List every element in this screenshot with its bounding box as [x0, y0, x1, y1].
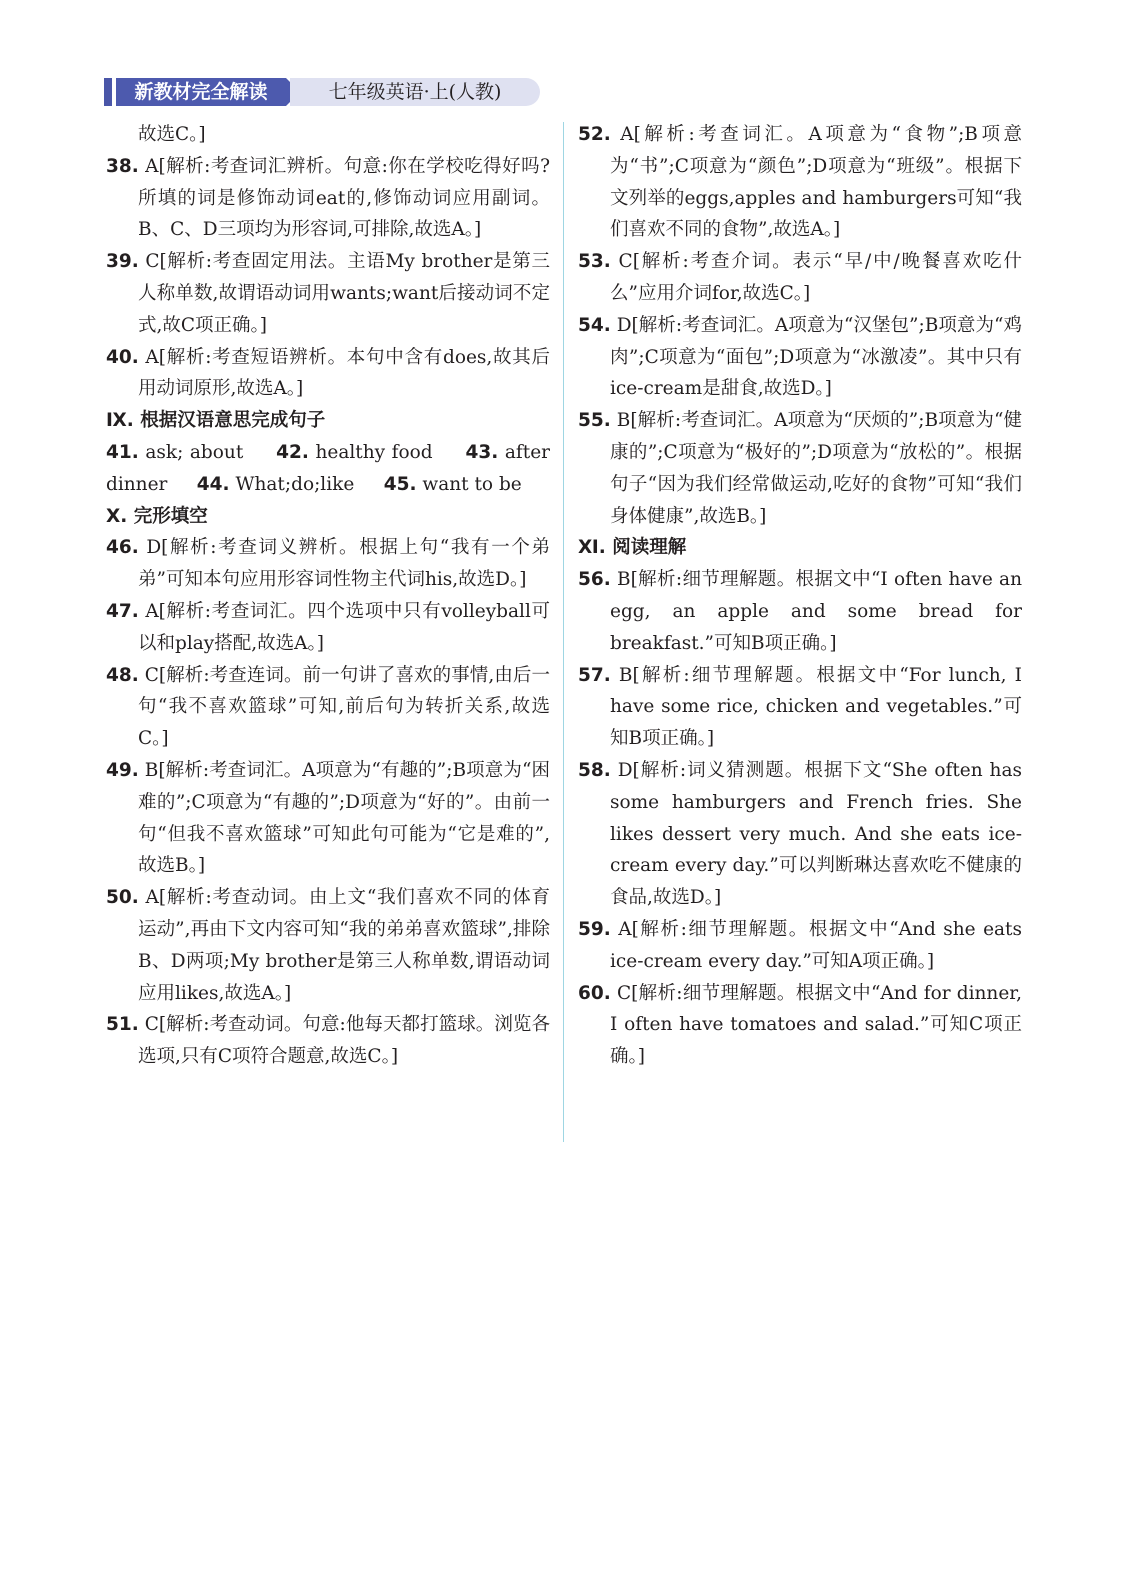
answer-number: 60.	[578, 982, 611, 1004]
answer-number: 50.	[106, 887, 139, 909]
answer-49	[106, 755, 550, 882]
answer-text: What;do;like	[235, 473, 355, 495]
answer-37-continued: 故选C。]	[138, 124, 206, 145]
answer-number: 45.	[383, 473, 417, 495]
answer-text: C[解析:考查动词。句意:他每天都打篮球。浏览各选项,只有C项符合题意,故选C。]	[138, 1014, 550, 1068]
answer-number: 38.	[106, 155, 139, 177]
answer-60	[578, 978, 1022, 1073]
answer-number: 47.	[106, 600, 139, 622]
answer-40	[106, 342, 550, 406]
header-accent-bar	[104, 78, 112, 106]
answer-text: A[解析:考查词汇。A项意为“食物”;B项意为“书”;C项意为“颜色”;D项意为“班级”。根据下文列举的eggs,apples and hamburgers可知“我们喜欢不同的食物”,故选A。]	[610, 124, 1022, 241]
answer-text: B[解析:细节理解题。根据文中“I often have an egg, an apple and some bread for breakfast.”可知B项正确。]	[610, 569, 1022, 654]
answer-number: 56.	[578, 569, 611, 591]
answer-text: D[解析:考查词义辨析。根据上句“我有一个弟弟”可知本句应用形容词性物主代词his,故选D。]	[138, 537, 550, 591]
answer-46	[106, 532, 550, 596]
answer-number: 44.	[196, 473, 230, 495]
answer-number: 52.	[578, 124, 611, 145]
answer-39	[106, 246, 550, 341]
answer-number: 58.	[578, 759, 611, 781]
answer-51	[106, 1009, 550, 1073]
answer-58	[578, 755, 1022, 914]
answer-text: want to be	[422, 473, 522, 495]
answer-47	[106, 596, 550, 660]
answer-54	[578, 310, 1022, 405]
answer-55	[578, 405, 1022, 532]
answer-number: 49.	[106, 759, 139, 781]
answer-number: 53.	[578, 251, 611, 273]
subject-title: 七年级英语·上(人教)	[290, 78, 540, 106]
section-heading-10: Ⅹ. 完形填空	[106, 505, 208, 527]
answer-57	[578, 660, 1022, 755]
answer-number: 40.	[106, 346, 139, 368]
section-heading-9: Ⅸ. 根据汉语意思完成句子	[106, 410, 326, 432]
answer-text: after dinner	[106, 441, 550, 495]
answer-38	[106, 151, 550, 246]
answer-number: 51.	[106, 1014, 139, 1036]
answer-text: B[解析:考查词汇。A项意为“有趣的”;B项意为“困难的”;C项意为“有趣的”;D项意为“好的”。由前一句“但我不喜欢篮球”可知此句可能为“它是难的”,故选B。]	[138, 759, 550, 877]
answer-text: A[解析:考查词汇辨析。句意:你在学校吃得好吗? 所填的词是修饰动词eat的,修饰动词应用副词。B、C、D三项均为形容词,可排除,故选A。]	[138, 155, 550, 241]
answer-number: 57.	[578, 664, 611, 686]
answer-59	[578, 914, 1022, 978]
right-column	[578, 119, 1022, 1073]
answer-52	[578, 119, 1022, 246]
answer-number: 54.	[578, 314, 611, 336]
answer-text: A[解析:细节理解题。根据文中“And she eats ice-cream every day.”可知A项正确。]	[610, 918, 1022, 972]
answer-text: A[解析:考查词汇。四个选项中只有volleyball可以和play搭配,故选A。]	[138, 600, 550, 654]
answer-number: 43.	[465, 441, 499, 463]
answer-48	[106, 660, 550, 755]
book-title: 新教材完全解读	[116, 78, 286, 106]
answers-41-45	[106, 437, 550, 501]
answer-text: A[解析:考查短语辨析。本句中含有does,故其后用动词原形,故选A。]	[138, 346, 550, 400]
answer-text: C[解析:细节理解题。根据文中“And for dinner, I often have tomatoes and salad.”可知C项正确。]	[610, 982, 1022, 1068]
answer-text: ask; about	[145, 441, 244, 463]
answer-text: A[解析:考查动词。由上文“我们喜欢不同的体育运动”,再由下文内容可知“我的弟弟喜欢篮球”,排除B、D两项;My brother是第三人称单数,谓语动词应用likes,故选A。]	[138, 887, 550, 1004]
answer-56	[578, 564, 1022, 659]
left-column	[106, 119, 550, 1073]
answer-number: 48.	[106, 664, 139, 686]
answer-text: C[解析:考查连词。前一句讲了喜欢的事情,由后一句“我不喜欢篮球”可知,前后句为转折关系,故选C。]	[138, 664, 550, 750]
answer-text: C[解析:考查介词。表示“早/中/晚餐喜欢吃什么”应用介词for,故选C。]	[610, 251, 1022, 304]
answer-text: B[解析:考查词汇。A项意为“厌烦的”;B项意为“健康的”;C项意为“极好的”;D项意为“放松的”。根据句子“因为我们经常做运动,吃好的食物”可知“我们身体健康”,故选B。]	[610, 410, 1022, 527]
answer-number: 39.	[106, 251, 139, 273]
column-divider	[563, 122, 564, 1142]
answer-number: 42.	[276, 441, 309, 463]
answer-text: D[解析:词义猜测题。根据下文“She often has some hamburgers and French fries. She likes dessert very much. And she eats ice-cream every day.”可以判断琳达喜欢吃不健康的食品,故选D。]	[610, 759, 1022, 909]
answer-number: 59.	[578, 918, 611, 940]
answer-text: B[解析:细节理解题。根据文中“For lunch, I have some rice, chicken and vegetables.”可知B项正确。]	[610, 664, 1022, 750]
answer-text: D[解析:考查词汇。A项意为“汉堡包”;B项意为“鸡肉”;C项意为“面包”;D项意为“冰激凌”。其中只有ice-cream是甜食,故选D。]	[610, 314, 1022, 400]
answer-text: healthy food	[315, 441, 433, 463]
section-heading-11: Ⅺ. 阅读理解	[578, 537, 687, 559]
answer-53	[578, 246, 1022, 310]
answer-text: C[解析:考查固定用法。主语My brother是第三人称单数,故谓语动词用wants;want后接动词不定式,故C项正确。]	[138, 251, 550, 336]
answer-50	[106, 882, 550, 1009]
answer-number: 46.	[106, 537, 139, 559]
answer-number: 41.	[106, 441, 139, 463]
answer-number: 55.	[578, 410, 611, 432]
